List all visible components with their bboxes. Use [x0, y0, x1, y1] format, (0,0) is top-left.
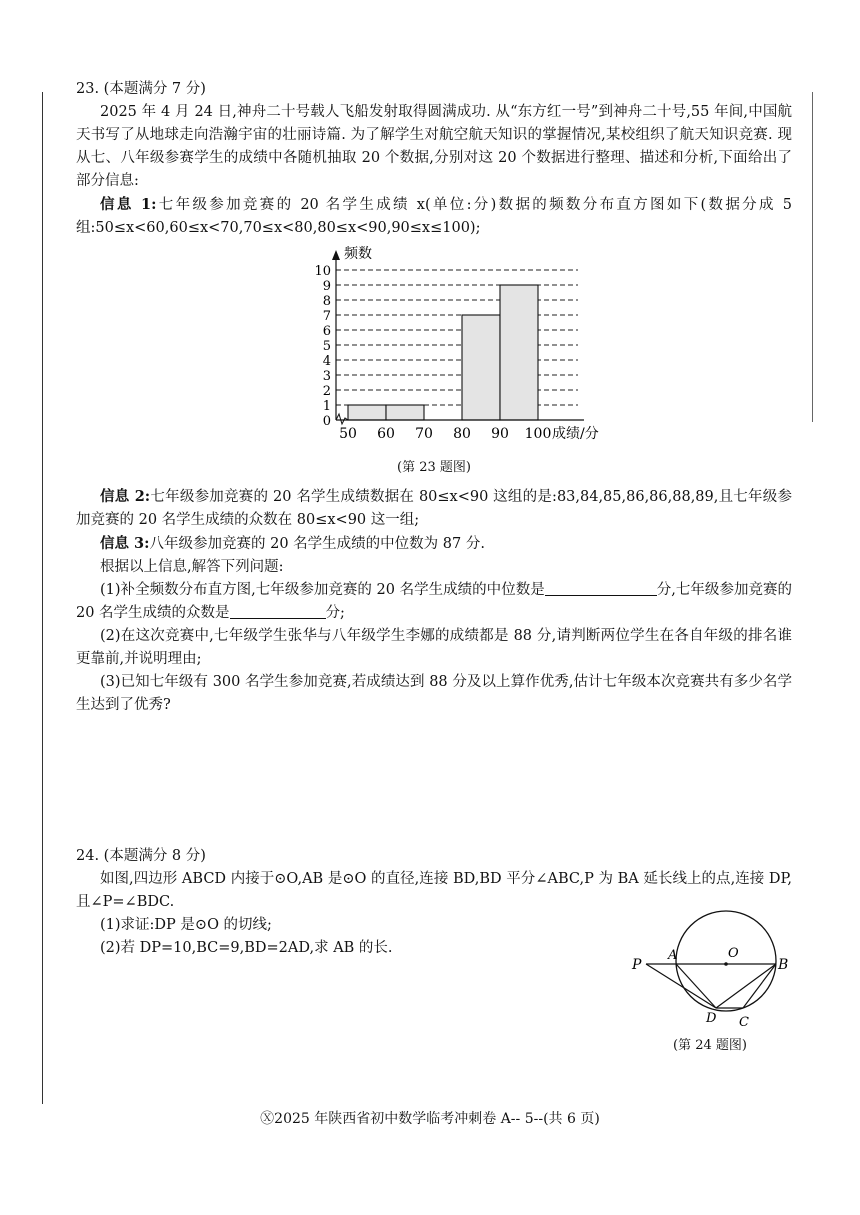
question-23-header: 23. (本题满分 7 分) [76, 81, 206, 97]
sub1-part-a: (1)补全频数分布直方图,七年级参加竞赛的 20 名学生成绩的中位数是 [100, 582, 545, 598]
sub1-part-b: 分,七年级参加竞赛的 20 名学生成绩的众数是 [76, 582, 792, 621]
segment-bc [743, 964, 776, 1008]
y-tick-label: 2 [322, 384, 331, 399]
page-right-rule [812, 92, 813, 422]
label-o: O [728, 946, 739, 961]
page-footer: Ⓧ2025 年陕西省初中数学临考冲刺卷 A-- 5--(共 6 页) [260, 1111, 600, 1127]
y-tick-label: 3 [322, 369, 331, 384]
page-left-rule [42, 92, 43, 1104]
x-tick-label: 100 [524, 426, 552, 442]
question-23-intro: 2025 年 4 月 24 日,神舟二十号载人飞船发射取得圆满成功. 从“东方红一号”到神舟二十号,55 年间,中国航天书写了从地球走向浩瀚宇宙的壮丽诗篇. 为了解学生对航空航天知识的掌握情况,某校组织了航天知识竞赛. 现从七、八年级参赛学生的成绩中各随机抽取 20 个数据,分别对这 20 个数据进行整理、描述和分析,下面给出了部分信息: [76, 104, 792, 189]
y-tick-label: 10 [314, 264, 331, 279]
label-p: P [632, 957, 642, 973]
y-tick-label: 5 [322, 339, 331, 354]
y-tick-label: 7 [322, 309, 331, 324]
question-24-sub1: (1)求证:DP 是⊙O 的切线; [100, 917, 272, 933]
info1-text: 七年级参加竞赛的 20 名学生成绩 x(单位:分)数据的频数分布直方图如下(数据分成 5 组:50≤x<60,60≤x<70,70≤x<80,80≤x<90,90≤x≤100); [76, 197, 792, 236]
info2-label: 信息 2: [100, 488, 151, 505]
question-23 [76, 78, 792, 717]
segment-bd [716, 964, 776, 1008]
x-tick-label: 80 [453, 426, 471, 442]
circle-figure-24 [628, 905, 828, 1055]
question-24-sub2: (2)若 DP=10,BC=9,BD=2AD,求 AB 的长. [100, 940, 393, 956]
x-axis-title: 成绩/分 [552, 426, 599, 442]
histogram-bar [348, 405, 386, 420]
x-tick-label: 90 [491, 426, 509, 442]
mode-answer-blank[interactable] [230, 602, 326, 619]
info3-text: 八年级参加竞赛的 20 名学生成绩的中位数为 87 分. [149, 536, 485, 552]
y-tick-label: 1 [322, 399, 331, 414]
x-tick-label: 60 [377, 426, 395, 442]
histogram-bar [386, 405, 424, 420]
circle-o [676, 911, 776, 1011]
x-tick-label: 50 [339, 426, 357, 442]
question-23-sub2: (2)在这次竞赛中,七年级学生张华与八年级学生李娜的成绩都是 88 分,请判断两位学生在各自年级的排名谁更靠前,并说明理由; [76, 628, 792, 667]
question-23-lead: 根据以上信息,解答下列问题: [100, 559, 284, 575]
label-d: D [706, 1011, 717, 1026]
label-b: B [778, 957, 789, 973]
y-axis-title: 频数 [344, 246, 372, 262]
median-answer-blank[interactable] [545, 579, 657, 596]
question-23-sub3: (3)已知七年级有 300 名学生参加竞赛,若成绩达到 88 分及以上算作优秀,估计七年级本次竞赛共有多少名学生达到了优秀? [76, 674, 792, 713]
histogram-bar [500, 285, 538, 420]
label-c: C [739, 1015, 749, 1030]
y-tick-label: 0 [322, 414, 331, 429]
question-24-header: 24. (本题满分 8 分) [76, 848, 206, 864]
center-point-o [724, 962, 728, 966]
y-tick-label: 4 [322, 354, 331, 369]
axis-break [336, 414, 348, 424]
info3-label: 信息 3: [100, 535, 150, 552]
histogram-bar [462, 315, 500, 420]
y-tick-label: 9 [322, 279, 331, 294]
y-axis-arrow [332, 250, 340, 260]
segment-pd [646, 964, 716, 1008]
frequency-histogram [76, 242, 792, 452]
question-24-figure-caption: (第 24 题图) [673, 1038, 747, 1053]
question-23-figure-caption: (第 23 题图) [397, 460, 471, 475]
x-tick-label: 70 [415, 426, 433, 442]
info1-label: 信息 1: [100, 196, 157, 213]
y-tick-label: 6 [322, 324, 331, 339]
question-24-intro: 如图,四边形 ABCD 内接于⊙O,AB 是⊙O 的直径,连接 BD,BD 平分∠ABC,P 为 BA 延长线上的点,连接 DP,且∠P=∠BDC. [76, 871, 792, 910]
y-tick-label: 8 [322, 294, 331, 309]
sub1-part-c: 分; [325, 605, 345, 621]
info2-text: 七年级参加竞赛的 20 名学生成绩数据在 80≤x<90 这组的是:83,84,85,86,86,88,89,且七年级参加竞赛的 20 名学生成绩的众数在 80≤x<90 这一组; [76, 489, 792, 528]
label-a: A [668, 948, 678, 963]
